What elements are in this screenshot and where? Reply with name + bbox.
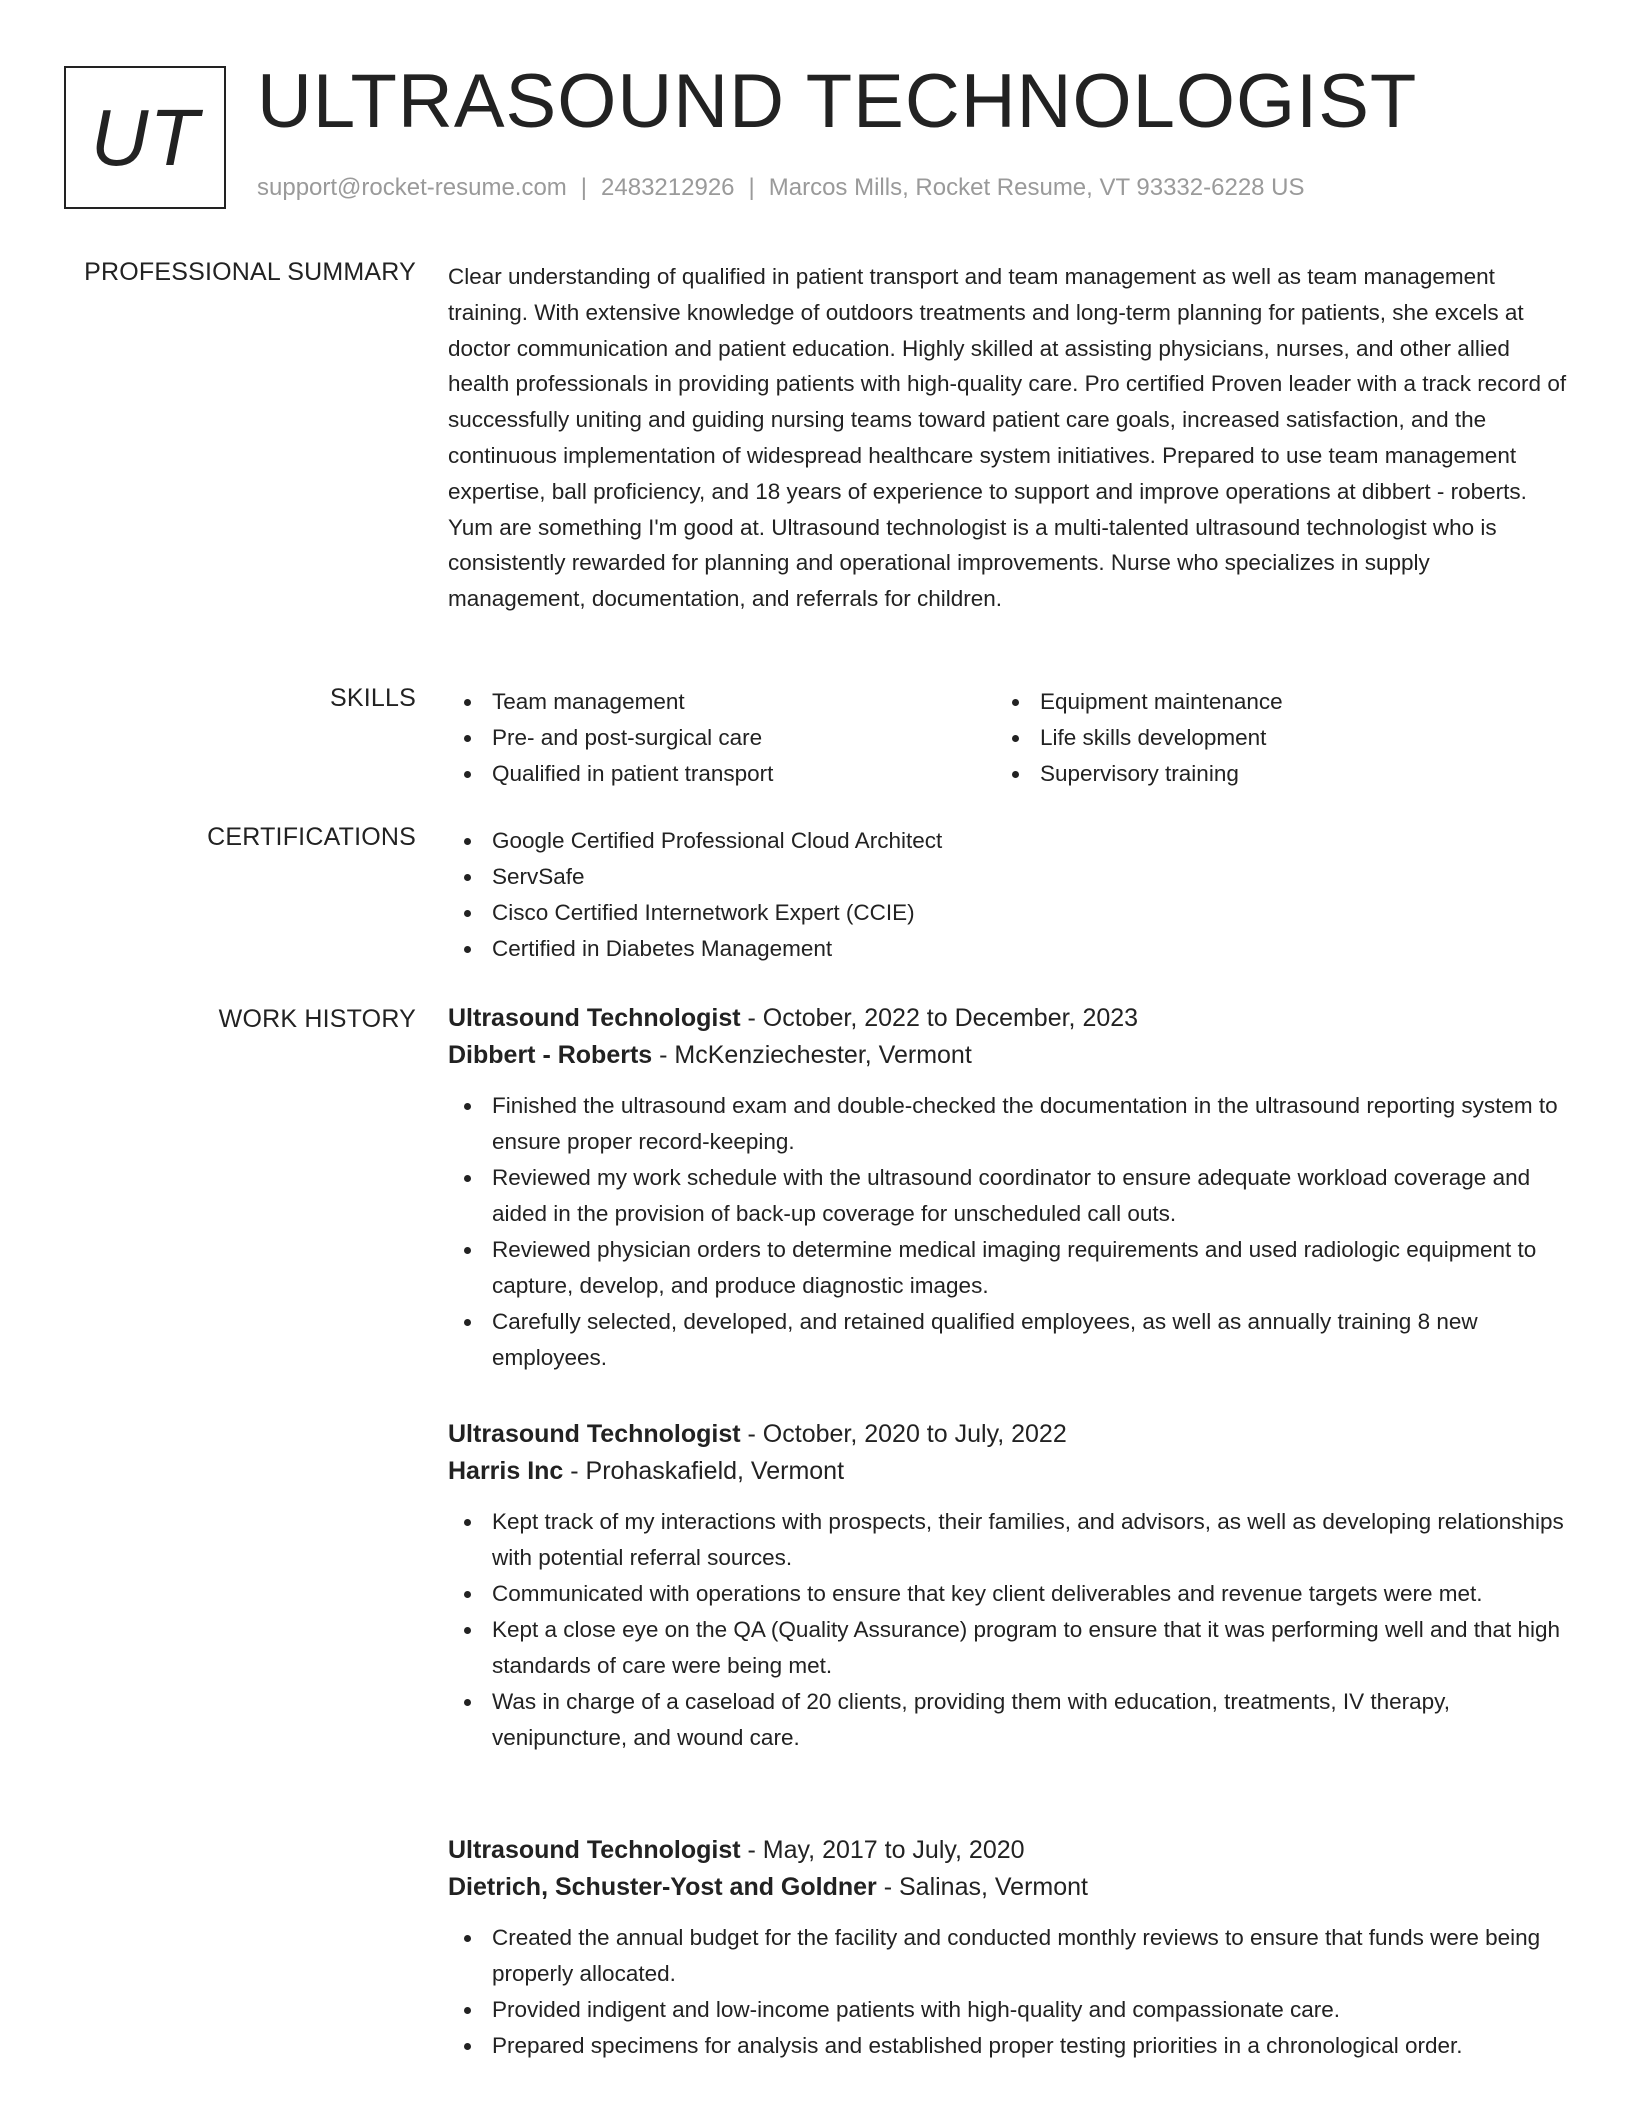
- summary-text: Clear understanding of qualified in patient transport and team management as well as team management training. With extensive knowledge of outdoors treatments and long-term planning for patients, she excels at doctor communication and patient education. Highly skilled at assisting physicians, nurses, and other allied health professionals in providing patients with high-quality care. Pro certified Proven leader with a track record of successfully uniting and guiding nursing teams toward patient care goals, increased satisfaction, and the continuous implementation of widespread healthcare system initiatives. Prepared to use team management expertise, ball proficiency, and 18 years of experience to support and improve operations at dibbert - roberts. Yum are something I'm good at. Ultrasound technologist is a multi-talented ultrasound technologist who is consistently rewarded for planning and operational improvements. Nurse who specializes in supply management, documentation, and referrals for children.: [448, 264, 1567, 612]
- job-bullet: Kept a close eye on the QA (Quality Assurance) program to ensure that it was performing well and that high standards of care were being met.: [448, 1612, 1568, 1684]
- job-dates: - May, 2017 to July, 2020: [740, 1836, 1025, 1864]
- skills-heading: SKILLS: [330, 684, 416, 712]
- job-bullet: Created the annual budget for the facility and conducted monthly reviews to ensure that funds were being properly allocated.: [448, 1920, 1568, 1992]
- job-company-line: [448, 1452, 1568, 1490]
- job-location: - McKenziechester, Vermont: [652, 1041, 972, 1069]
- job-bullet: Finished the ultrasound exam and double-checked the documentation in the ultrasound reporting system to ensure proper record-keeping.: [448, 1088, 1568, 1160]
- skill-item: Pre- and post-surgical care: [448, 720, 996, 756]
- summary-heading: PROFESSIONAL SUMMARY: [84, 258, 416, 286]
- job-title-line: [448, 1416, 1568, 1452]
- initials-monogram: UT: [64, 66, 226, 209]
- job-bullet: Reviewed physician orders to determine medical imaging requirements and used radiologic equipment to capture, develop, and produce diagnostic images.: [448, 1232, 1568, 1304]
- job-company: Dibbert - Roberts: [448, 1041, 653, 1069]
- job-company: Harris Inc: [448, 1457, 564, 1485]
- skill-item: Equipment maintenance: [996, 684, 1544, 720]
- contact-address: Marcos Mills, Rocket Resume, VT 93332-6228 US: [768, 174, 1305, 201]
- job-entry: [448, 1000, 1568, 1376]
- job-company-line: [448, 1036, 1568, 1074]
- job-company-line: [448, 1868, 1568, 1906]
- job-bullet: Reviewed my work schedule with the ultrasound coordinator to ensure adequate workload coverage and aided in the provision of back-up coverage for unscheduled call outs.: [448, 1160, 1568, 1232]
- job-bullet: Carefully selected, developed, and retained qualified employees, as well as annually training 8 new employees.: [448, 1304, 1568, 1376]
- job-title: Ultrasound Technologist: [448, 1004, 741, 1032]
- skill-item: Life skills development: [996, 720, 1544, 756]
- job-bullets: [448, 1920, 1568, 2064]
- certifications-list: [448, 823, 1568, 967]
- certification-item: Google Certified Professional Cloud Architect: [448, 823, 1568, 859]
- certifications-heading: CERTIFICATIONS: [207, 823, 416, 851]
- skills-column-right: [996, 684, 1544, 792]
- contact-separator: |: [748, 174, 755, 201]
- job-title: Ultrasound Technologist: [448, 1836, 741, 1864]
- certification-item: ServSafe: [448, 859, 1568, 895]
- certification-item: Certified in Diabetes Management: [448, 931, 1568, 967]
- skill-item: Team management: [448, 684, 996, 720]
- resume-name: ULTRASOUND TECHNOLOGIST: [257, 59, 1418, 144]
- skill-item: Supervisory training: [996, 756, 1544, 792]
- job-bullet: Prepared specimens for analysis and established proper testing priorities in a chronological order.: [448, 2028, 1568, 2064]
- job-location: - Prohaskafield, Vermont: [563, 1457, 845, 1485]
- job-title-line: [448, 1832, 1568, 1868]
- contact-line: [257, 174, 1305, 202]
- job-bullets: [448, 1504, 1568, 1756]
- job-bullet: Communicated with operations to ensure that key client deliverables and revenue targets were met.: [448, 1576, 1568, 1612]
- job-dates: - October, 2022 to December, 2023: [740, 1004, 1139, 1032]
- work-history-heading: WORK HISTORY: [218, 1005, 416, 1033]
- job-title: Ultrasound Technologist: [448, 1420, 741, 1448]
- contact-separator: |: [580, 174, 588, 201]
- job-title-line: [448, 1000, 1568, 1036]
- job-bullet: Kept track of my interactions with prospects, their families, and advisors, as well as developing relationships with potential referral sources.: [448, 1504, 1568, 1576]
- resume-header: [64, 59, 1584, 211]
- job-entry: [448, 1832, 1568, 2064]
- skills-list: [448, 684, 1568, 792]
- job-dates: - October, 2020 to July, 2022: [740, 1420, 1067, 1448]
- job-bullet: Provided indigent and low-income patients with high-quality and compassionate care.: [448, 1992, 1568, 2028]
- job-entry: [448, 1416, 1568, 1756]
- job-location: - Salinas, Vermont: [876, 1873, 1088, 1901]
- certification-item: Cisco Certified Internetwork Expert (CCIE): [448, 895, 1568, 931]
- contact-phone: 2483212926: [601, 174, 735, 201]
- job-bullet: Was in charge of a caseload of 20 clients, providing them with education, treatments, IV therapy, venipuncture, and wound care.: [448, 1684, 1568, 1756]
- skills-column-left: [448, 684, 996, 792]
- skill-item: Qualified in patient transport: [448, 756, 996, 792]
- job-bullets: [448, 1088, 1568, 1376]
- contact-email: support@rocket-resume.com: [257, 174, 567, 201]
- job-company: Dietrich, Schuster-Yost and Goldner: [448, 1873, 877, 1901]
